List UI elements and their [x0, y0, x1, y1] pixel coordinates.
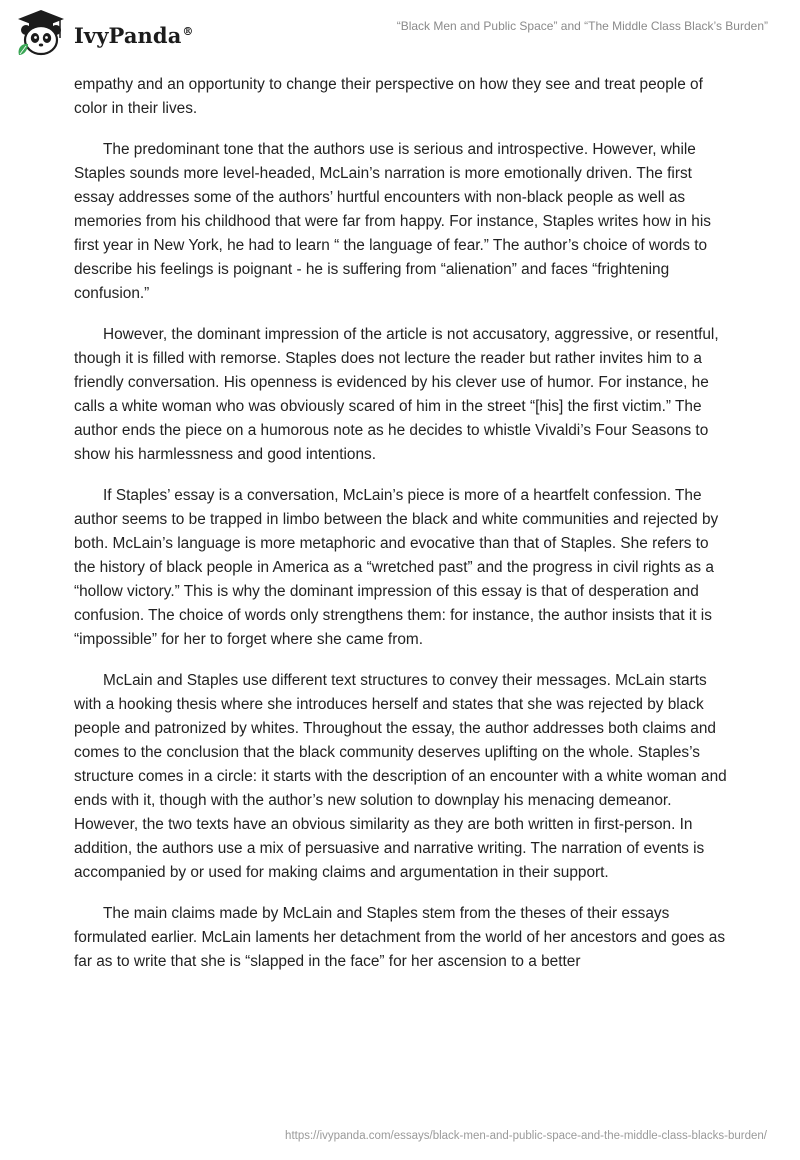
source-url-link[interactable]: https://ivypanda.com/essays/black-men-and-public-space-and-the-middle-class-blacks-burden/ [285, 1130, 767, 1142]
ivypanda-logo[interactable] [14, 8, 194, 58]
document-title: “Black Men and Public Space” and “The Middle Class Black’s Burden” [396, 19, 768, 33]
paragraph-1: empathy and an opportunity to change their perspective on how they see and treat people of color in their lives. [74, 76, 703, 117]
paragraph-3: However, the dominant impression of the article is not accusatory, aggressive, or resentful, though it is filled with remorse. Staples does not lecture the reader but rather invites him to a friendly conversation. His openness is evidenced by his clever use of humor. For instance, he calls a white woman who was obviously scared of him in the street “[his] the first victim.” The author ends the piece on a humorous note as he decides to whistle Vivaldi’s Four Seasons to show his harmlessness and good intentions. [74, 326, 719, 463]
paragraph-6: The main claims made by McLain and Staples stem from the theses of their essays formulated earlier. McLain laments her detachment from the world of her ancestors and goes as far as to write that she is “slapped in the face” for her ascension to a better [74, 905, 726, 970]
paragraph-5: McLain and Staples use different text structures to convey their messages. McLain starts with a hooking thesis where she introduces herself and states that she was rejected by black people and patronized by whites. Throughout the essay, the author addresses both claims and comes to the conclusion that the black community deserves uplifting on the whole. Staples’s structure comes in a circle: it starts with the description of an encounter with a white woman and ends with it, though with the author’s new solution to downplay his menacing demeanor. However, the two texts have an obvious similarity as they are both written in first-person. In addition, the authors use a mix of persuasive and narrative writing. The narration of events is accompanied by or used for making claims and argumentation in their support. [74, 672, 727, 881]
brand-label: IvyPanda [74, 22, 182, 48]
paragraph-4: If Staples’ essay is a conversation, McLain’s piece is more of a heartfelt confession. The author seems to be trapped in limbo between the black and white communities and rejected by both. McLain’s language is more metaphoric and evocative than that of Staples. She refers to the history of black people in America as a “wretched past” and the progress in civil rights as a “hollow victory.” This is why the dominant impression of this essay is that of desperation and confusion. The choice of words only strengthens them: for instance, the author insists that it is “impossible” for her to forget where she came from. [74, 487, 719, 648]
panda-graduation-cap-icon [14, 8, 68, 58]
page-header [0, 0, 800, 72]
registered-mark: ® [182, 24, 194, 38]
essay-body [74, 73, 728, 991]
paragraph-2: The predominant tone that the authors use is serious and introspective. However, while Staples sounds more level-headed, McLain’s narration is more emotionally driven. The first essay addresses some of the authors’ hurtful encounters with non-black people as well as memories from his childhood that were far from happy. For instance, Staples writes how in his first year in New York, he had to learn “ the language of fear.” The author’s choice of words to describe his feelings is poignant - he is suffering from “alienation” and faces “frightening confusion.” [74, 141, 711, 302]
brand-name [74, 23, 194, 48]
